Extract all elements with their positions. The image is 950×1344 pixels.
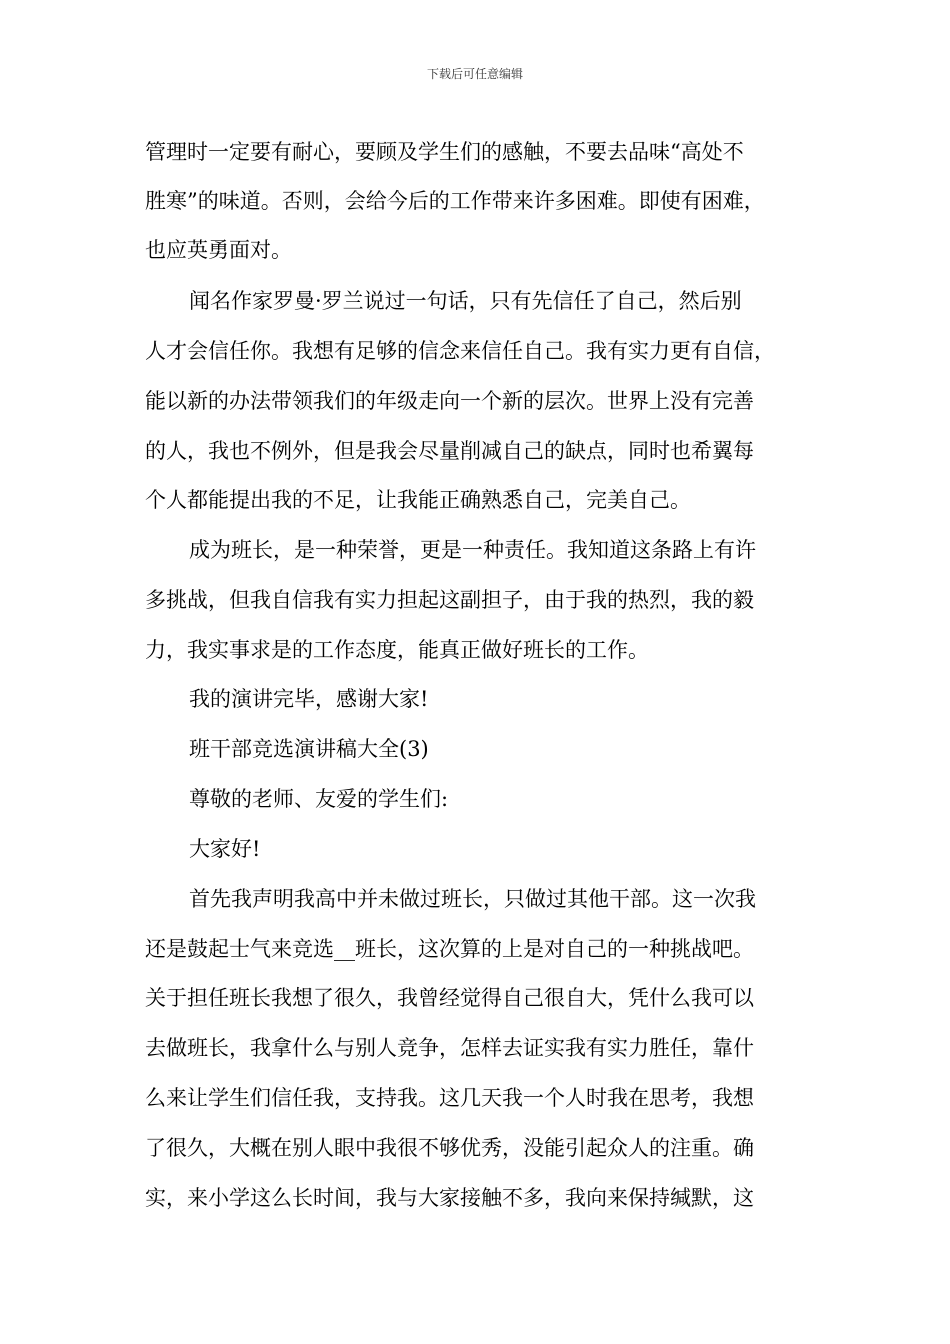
text-line: 能以新的办法带领我们的年级走向一个新的层次。世界上没有完善 [145, 389, 754, 413]
text-line: 关于担任班长我想了很久，我曾经觉得自己很自大，凭什么我可以 [145, 986, 754, 1010]
text-line: 成为班长，是一种荣誉，更是一种责任。我知道这条路上有许 [189, 538, 756, 562]
text-line: 我的演讲完毕，感谢大家! [189, 687, 429, 711]
page-header: 下载后可任意编辑 [426, 67, 523, 81]
text-line: 也应英勇面对。 [145, 238, 292, 262]
text-line: 么来让学生们信任我，支持我。这几天我一个人时我在思考，我想 [145, 1086, 754, 1110]
text-line: 胜寒”的味道。否则，会给今后的工作带来许多困难。即使有困难， [145, 189, 765, 213]
text-line: 尊敬的老师、友爱的学生们: [189, 787, 449, 811]
text-line: 个人都能提出我的不足，让我能正确熟悉自己，完美自己。 [145, 488, 691, 512]
text-line: 班干部竞选演讲稿大全(3) [189, 737, 429, 761]
text-line: 首先我声明我高中并未做过班长，只做过其他干部。这一次我 [189, 887, 756, 911]
text-line: 实，来小学这么长时间，我与大家接触不多，我向来保持缄默，这 [145, 1186, 754, 1210]
text-line: 了很久，大概在别人眼中我很不够优秀，没能引起众人的注重。确 [145, 1136, 754, 1160]
text-line: 还是鼓起士气来竞选__班长，这次算的上是对自己的一种挑战吧。 [145, 937, 754, 961]
text-line: 人才会信任你。我想有足够的信念来信任自己。我有实力更有自信， [145, 339, 775, 363]
text-line: 大家好! [189, 837, 261, 861]
text-line: 力，我实事求是的工作态度，能真正做好班长的工作。 [145, 638, 649, 662]
text-line: 去做班长，我拿什么与别人竞争，怎样去证实我有实力胜任，靠什 [145, 1036, 754, 1060]
text-line: 管理时一定要有耐心，要顾及学生们的感触，不要去品味“高处不 [145, 140, 744, 164]
text-line: 闻名作家罗曼·罗兰说过一句话，只有先信任了自己，然后别 [189, 289, 742, 313]
text-line: 的人，我也不例外，但是我会尽量削减自己的缺点，同时也希翼每 [145, 439, 754, 463]
text-line: 多挑战，但我自信我有实力担起这副担子，由于我的热烈，我的毅 [145, 588, 754, 612]
